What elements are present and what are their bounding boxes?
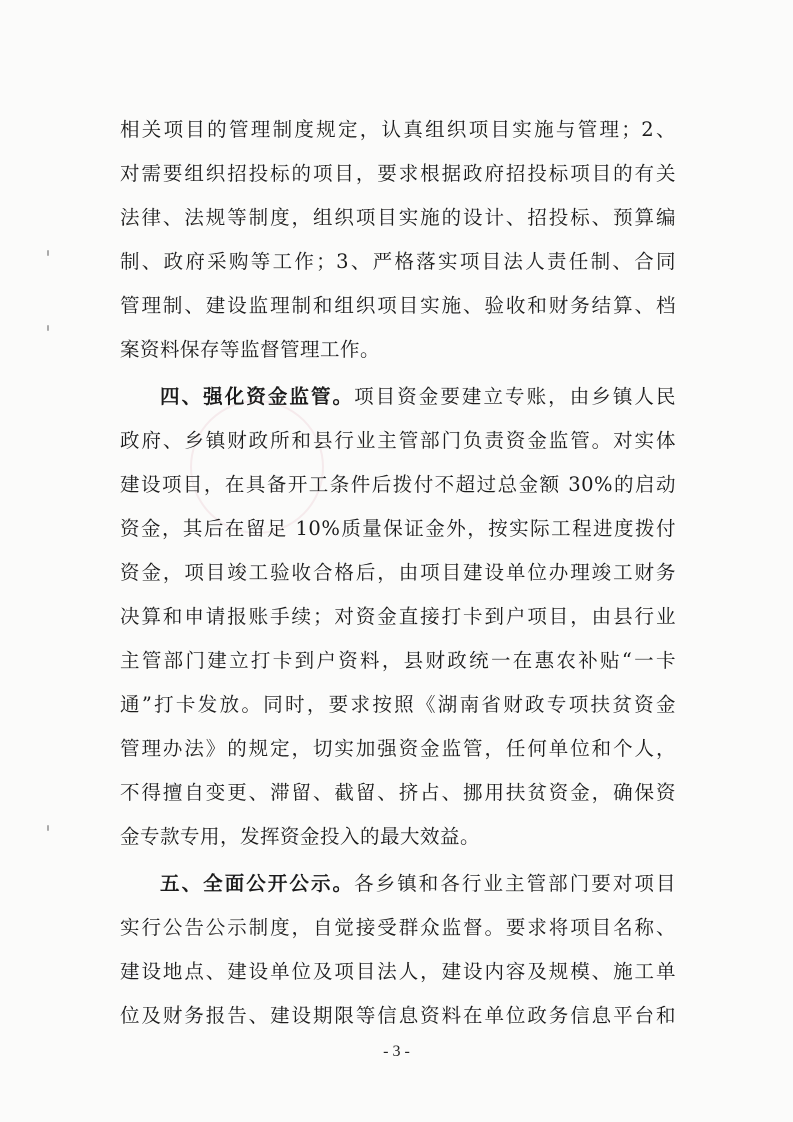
text-line-with-heading bbox=[120, 862, 676, 906]
text-fragment: 各乡镇和各行业主管部门要对项目 bbox=[354, 872, 676, 895]
text-line: 资金，其后在留足 10%质量保证金外，按实际工程进度拨付 bbox=[120, 517, 676, 540]
text-line-with-heading bbox=[120, 375, 676, 419]
paragraph-fund-supervision bbox=[120, 375, 676, 859]
scan-speck bbox=[47, 250, 49, 256]
text-line: 通”打卡发放。同时，要求按照《湖南省财政专项扶贫资金 bbox=[120, 693, 676, 716]
text-line: 金专款专用，发挥资金投入的最大效益。 bbox=[120, 825, 481, 848]
paragraph-project-management bbox=[120, 108, 676, 372]
section-heading-fund-supervision: 四、强化资金监管。 bbox=[160, 385, 355, 408]
text-line: 制、政府采购等工作；3、严格落实项目法人责任制、合同 bbox=[120, 250, 676, 273]
page-number: - 3 - bbox=[383, 1043, 410, 1060]
text-line: 实行公告公示制度，自觉接受群众监督。要求将项目名称、 bbox=[120, 916, 676, 939]
text-line: 法律、法规等制度，组织项目实施的设计、招投标、预算编 bbox=[120, 206, 676, 229]
text-line: 建设项目，在具备开工条件后拨付不超过总金额 30%的启动 bbox=[120, 473, 676, 496]
text-line: 对需要组织招投标的项目，要求根据政府招投标项目的有关 bbox=[120, 162, 676, 185]
text-fragment: 项目资金要建立专账，由乡镇人民 bbox=[354, 385, 676, 408]
text-line: 案资料保存等监督管理工作。 bbox=[120, 338, 381, 361]
text-line: 主管部门建立打卡到户资料，县财政统一在惠农补贴“一卡 bbox=[120, 649, 676, 672]
scan-speck bbox=[47, 825, 49, 831]
text-line: 位及财务报告、建设期限等信息资料在单位政务信息平台和 bbox=[120, 1004, 676, 1027]
document-body bbox=[120, 108, 676, 1041]
paragraph-public-disclosure bbox=[120, 862, 676, 1038]
text-line: 不得擅自变更、滞留、截留、挤占、挪用扶贫资金，确保资 bbox=[120, 781, 676, 804]
text-line: 管理办法》的规定，切实加强资金监管，任何单位和个人， bbox=[120, 737, 676, 760]
text-line: 管理制、建设监理制和组织项目实施、验收和财务结算、档 bbox=[120, 294, 676, 317]
scan-speck bbox=[47, 325, 49, 331]
section-heading-public-disclosure: 五、全面公开公示。 bbox=[160, 872, 355, 895]
text-line: 建设地点、建设单位及项目法人，建设内容及规模、施工单 bbox=[120, 960, 676, 983]
text-line: 决算和申请报账手续；对资金直接打卡到户项目，由县行业 bbox=[120, 605, 676, 628]
text-line: 相关项目的管理制度规定，认真组织项目实施与管理；2、 bbox=[120, 118, 676, 141]
text-line: 政府、乡镇财政所和县行业主管部门负责资金监管。对实体 bbox=[120, 429, 676, 452]
text-line: 资金，项目竣工验收合格后，由项目建设单位办理竣工财务 bbox=[120, 561, 676, 584]
